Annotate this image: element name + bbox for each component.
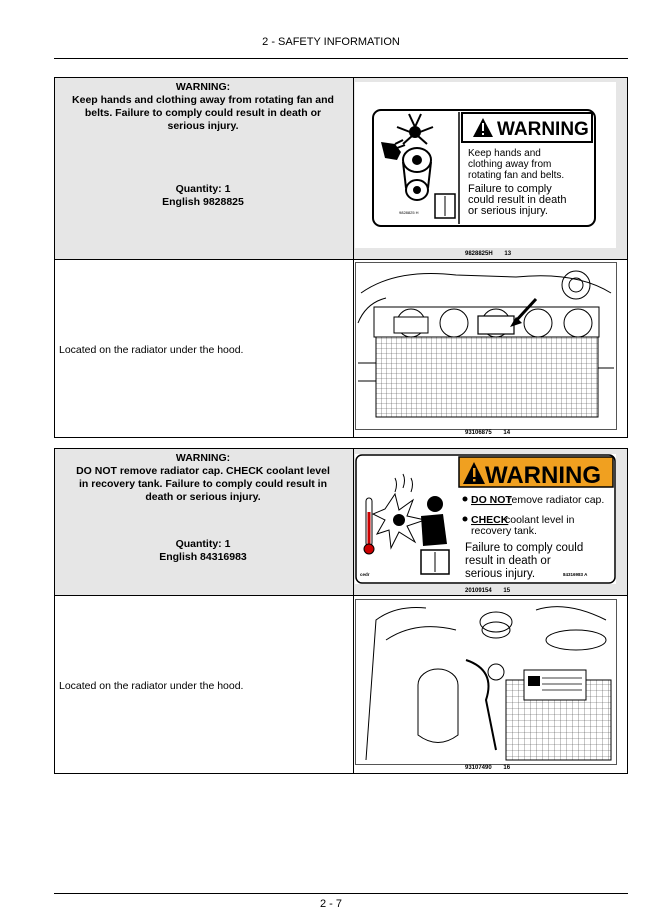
svg-text:Keep hands and: Keep hands and bbox=[468, 148, 541, 159]
radiator-photo-1 bbox=[355, 262, 617, 430]
figure-code: 9828825H bbox=[465, 251, 493, 257]
svg-text:serious injury.: serious injury. bbox=[465, 568, 536, 580]
warning-line: death or serious injury. bbox=[145, 491, 261, 503]
part-number: English 9828825 bbox=[162, 196, 244, 208]
svg-text:84316983 A: 84316983 A bbox=[563, 572, 588, 577]
manual-book-icon bbox=[421, 550, 449, 574]
svg-text:CHECK: CHECK bbox=[471, 514, 509, 526]
svg-text:Failure to comply could: Failure to comply could bbox=[465, 542, 584, 554]
svg-text:recovery tank.: recovery tank. bbox=[471, 525, 537, 537]
warning-line: in recovery tank. Failure to comply could result in bbox=[79, 478, 327, 490]
figure-number: 13 bbox=[504, 251, 512, 257]
svg-text:could result in death: could result in death bbox=[468, 194, 567, 206]
svg-text:Failure to comply: Failure to comply bbox=[468, 183, 552, 195]
footer-rule bbox=[54, 893, 628, 894]
decal-banner: WARNING bbox=[485, 462, 601, 489]
svg-text:cedr: cedr bbox=[360, 572, 370, 577]
svg-text:clothing away from: clothing away from bbox=[468, 159, 552, 170]
location-row bbox=[55, 596, 627, 773]
column-divider bbox=[353, 596, 354, 773]
page-number: 2 - 7 bbox=[319, 898, 342, 910]
warning-decal-radiator bbox=[355, 454, 616, 584]
warning-line: DO NOT remove radiator cap. CHECK coolant level bbox=[76, 465, 330, 477]
svg-text:9828825 H: 9828825 H bbox=[399, 210, 419, 215]
safety-block-radiator-cap bbox=[54, 448, 628, 774]
figure-number: 16 bbox=[503, 765, 511, 771]
figure-code: 93107490 bbox=[465, 765, 492, 771]
svg-text:result in death or: result in death or bbox=[465, 555, 551, 567]
radiator-photo-2 bbox=[355, 599, 617, 765]
warning-decal-fan bbox=[355, 82, 616, 248]
warning-row bbox=[55, 78, 627, 260]
svg-text:or serious injury.: or serious injury. bbox=[468, 205, 548, 217]
safety-block-fan bbox=[54, 77, 628, 438]
svg-text:remove radiator cap.: remove radiator cap. bbox=[508, 494, 605, 506]
warning-line: serious injury. bbox=[167, 120, 239, 132]
warning-title: WARNING: bbox=[175, 452, 231, 464]
location-text: Located on the radiator under the hood. bbox=[59, 680, 244, 692]
quantity-text: Quantity: 1 bbox=[175, 538, 231, 550]
thermometer-icon bbox=[364, 498, 374, 554]
svg-text:coolant level in: coolant level in bbox=[505, 514, 575, 526]
quantity-text: Quantity: 1 bbox=[175, 183, 231, 195]
page-header-title: 2 - SAFETY INFORMATION bbox=[262, 36, 400, 48]
figure-code: 93106875 bbox=[465, 430, 492, 436]
warning-title: WARNING: bbox=[175, 81, 231, 93]
column-divider bbox=[353, 78, 354, 259]
location-row bbox=[55, 260, 627, 437]
warning-row bbox=[55, 449, 627, 596]
figure-code: 20109154 bbox=[465, 588, 492, 594]
warning-line: belts. Failure to comply could result in death or bbox=[84, 107, 322, 119]
column-divider bbox=[353, 449, 354, 595]
svg-text:rotating fan and belts.: rotating fan and belts. bbox=[468, 170, 565, 181]
figure-number: 15 bbox=[503, 588, 511, 594]
part-number: English 84316983 bbox=[159, 551, 247, 563]
decal-banner: WARNING bbox=[497, 119, 589, 140]
location-text: Located on the radiator under the hood. bbox=[59, 344, 244, 356]
header-rule bbox=[54, 58, 628, 59]
figure-number: 14 bbox=[503, 430, 511, 436]
warning-line: Keep hands and clothing away from rotating fan and bbox=[72, 94, 334, 106]
svg-text:DO NOT: DO NOT bbox=[471, 494, 512, 506]
column-divider bbox=[353, 260, 354, 437]
manual-book-icon bbox=[435, 194, 455, 218]
